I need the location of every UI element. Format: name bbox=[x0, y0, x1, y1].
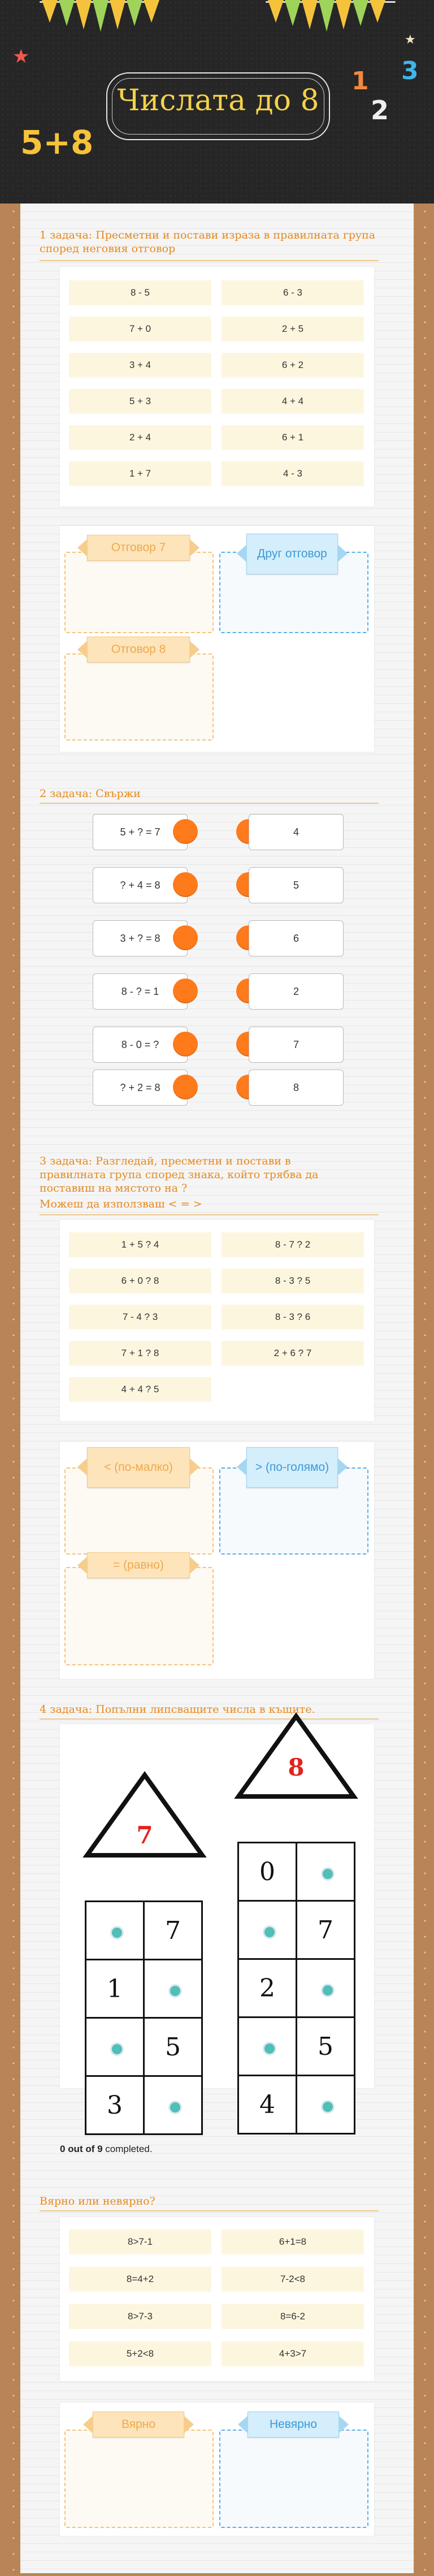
bunting-flag bbox=[42, 0, 58, 23]
drag-card[interactable]: 8 - 7 ? 2 bbox=[222, 1232, 364, 1257]
task2-title: 2 задача: Свържи bbox=[40, 787, 141, 800]
match-left-box[interactable]: 5 + ? = 7 bbox=[93, 814, 188, 850]
bunting-flag bbox=[127, 0, 142, 26]
group-label-false: Невярно bbox=[248, 2412, 339, 2438]
drag-card[interactable]: 2 + 6 ? 7 bbox=[222, 1341, 364, 1366]
decor-sum-text: 5+8 bbox=[20, 123, 94, 162]
star-icon: ★ bbox=[12, 45, 30, 68]
task3-card-panel bbox=[60, 1220, 374, 1421]
house-2-roof-number: 8 bbox=[288, 1754, 305, 1781]
decor-number-2: 2 bbox=[371, 95, 389, 125]
match-left-box[interactable]: ? + 4 = 8 bbox=[93, 867, 188, 903]
drag-card[interactable]: 8>7-3 bbox=[69, 2304, 211, 2329]
input-marker-icon bbox=[321, 1984, 335, 1997]
input-marker-icon bbox=[263, 1925, 276, 1939]
house-cell-input[interactable] bbox=[237, 1900, 297, 1960]
drag-card[interactable]: 7 + 0 bbox=[69, 317, 211, 341]
match-left-dot[interactable] bbox=[173, 819, 198, 844]
task2-divider bbox=[40, 803, 379, 804]
bunting-flag bbox=[59, 0, 75, 26]
input-marker-icon bbox=[263, 2042, 276, 2055]
house-cell: 7 bbox=[143, 1900, 203, 1960]
drag-card[interactable]: 3 + 4 bbox=[69, 353, 211, 378]
dropzone-answer-7[interactable] bbox=[64, 552, 214, 633]
header-chalkboard bbox=[0, 0, 434, 204]
drag-card[interactable]: 5+2<8 bbox=[69, 2341, 211, 2366]
house-cell: 1 bbox=[85, 1959, 145, 2019]
bunting-flag bbox=[319, 0, 335, 32]
drag-card[interactable]: 8 - 3 ? 5 bbox=[222, 1268, 364, 1293]
house-cell-input[interactable] bbox=[296, 1958, 355, 2018]
task3-groups-panel bbox=[60, 1441, 374, 1679]
group-label-equal: = (равно) bbox=[87, 1552, 190, 1578]
drag-card[interactable]: 6 + 0 ? 8 bbox=[69, 1268, 211, 1293]
group-label-less-than: < (по-малко) bbox=[87, 1447, 190, 1488]
input-marker-icon bbox=[110, 2042, 124, 2056]
house-cell-input[interactable] bbox=[143, 1959, 203, 2019]
drag-card[interactable]: 2 + 4 bbox=[69, 425, 211, 450]
drag-card[interactable]: 8=4+2 bbox=[69, 2267, 211, 2292]
house-cell: 2 bbox=[237, 1958, 297, 2018]
group-label-answer-7: Отговор 7 bbox=[87, 535, 190, 561]
drag-card[interactable]: 4+3>7 bbox=[222, 2341, 364, 2366]
bunting-flag bbox=[336, 0, 351, 29]
group-label-answer-8: Отговор 8 bbox=[87, 637, 190, 663]
house-cell-input[interactable] bbox=[85, 1900, 145, 1960]
match-left-box[interactable]: 3 + ? = 8 bbox=[93, 920, 188, 956]
decor-number-3: 3 bbox=[401, 57, 419, 85]
match-left-box[interactable]: 8 - 0 = ? bbox=[93, 1027, 188, 1063]
dropzone-false[interactable] bbox=[219, 2430, 368, 2528]
dropzone-equal[interactable] bbox=[64, 1567, 214, 1665]
input-marker-icon bbox=[321, 2100, 335, 2114]
bunting-flag bbox=[144, 0, 159, 23]
drag-card[interactable]: 7-2<8 bbox=[222, 2267, 364, 2292]
group-label-true: Вярно bbox=[93, 2412, 184, 2438]
drag-card[interactable]: 7 - 4 ? 3 bbox=[69, 1305, 211, 1330]
task4-title: 4 задача: Попълни липсващите числа в къщите. bbox=[40, 1703, 315, 1716]
task1-divider bbox=[40, 260, 379, 261]
bunting-flag bbox=[285, 0, 301, 26]
match-right-box[interactable]: 5 bbox=[249, 867, 344, 903]
drag-card[interactable]: 6 + 1 bbox=[222, 425, 364, 450]
house-cell-input[interactable] bbox=[296, 1842, 355, 1902]
drag-card[interactable]: 2 + 5 bbox=[222, 317, 364, 341]
star-icon: ★ bbox=[405, 33, 416, 47]
match-right-box[interactable]: 8 bbox=[249, 1070, 344, 1106]
task5-groups-panel bbox=[60, 2402, 374, 2536]
task3-divider bbox=[40, 1214, 379, 1215]
drag-card[interactable]: 8 - 3 ? 6 bbox=[222, 1305, 364, 1330]
match-right-box[interactable]: 6 bbox=[249, 920, 344, 956]
drag-card[interactable]: 5 + 3 bbox=[69, 389, 211, 414]
progress-status bbox=[60, 2144, 152, 2155]
match-right-box[interactable]: 2 bbox=[249, 973, 344, 1010]
drag-card[interactable]: 6 - 3 bbox=[222, 280, 364, 305]
task3-title: 3 задача: Разгледай, пресметни и постави в правилната група според знака, който трябва да поставиш на мястото на ? bbox=[40, 1155, 319, 1194]
match-left-box[interactable]: ? + 2 = 8 bbox=[93, 1070, 188, 1106]
bunting-flag bbox=[76, 0, 92, 29]
house-cell-input[interactable] bbox=[85, 2017, 145, 2077]
house-cell: 3 bbox=[85, 2075, 145, 2135]
task1-card-panel bbox=[60, 267, 374, 506]
bunting-flag bbox=[110, 0, 125, 29]
house-cell: 4 bbox=[237, 2075, 297, 2135]
page-title: Числата до 8 bbox=[117, 84, 319, 118]
input-marker-icon bbox=[321, 1867, 335, 1881]
house-cell-input[interactable] bbox=[143, 2075, 203, 2135]
match-left-dot[interactable] bbox=[173, 1075, 198, 1099]
task5-card-panel bbox=[60, 2217, 374, 2381]
match-left-box[interactable]: 8 - ? = 1 bbox=[93, 973, 188, 1010]
drag-card[interactable]: 8 - 5 bbox=[69, 280, 211, 305]
match-left-dot[interactable] bbox=[173, 1032, 198, 1057]
drag-card[interactable]: 1 + 7 bbox=[69, 461, 211, 486]
house-cell-input[interactable] bbox=[237, 2016, 297, 2076]
task1-groups-panel bbox=[60, 526, 374, 752]
bunting-flag bbox=[353, 0, 368, 26]
drag-card[interactable]: 4 + 4 ? 5 bbox=[69, 1377, 211, 1402]
house-cell: 5 bbox=[143, 2017, 203, 2077]
drag-card[interactable]: 4 + 4 bbox=[222, 389, 364, 414]
drag-card[interactable]: 8=6-2 bbox=[222, 2304, 364, 2329]
drag-card[interactable]: 6+1=8 bbox=[222, 2229, 364, 2254]
match-left-dot[interactable] bbox=[173, 925, 198, 950]
drag-card[interactable]: 1 + 5 ? 4 bbox=[69, 1232, 211, 1257]
bunting-flag bbox=[93, 0, 108, 32]
progress-suffix: completed. bbox=[105, 2144, 153, 2154]
decor-number-1: 1 bbox=[351, 67, 369, 96]
input-marker-icon bbox=[168, 2101, 182, 2114]
input-marker-icon bbox=[110, 1926, 124, 1939]
dropzone-true[interactable] bbox=[64, 2430, 214, 2528]
house-cell: 0 bbox=[237, 1842, 297, 1902]
drag-card[interactable]: 8>7-1 bbox=[69, 2229, 211, 2254]
task3-subtitle: Можеш да използваш < = > bbox=[40, 1198, 202, 1210]
house-cell-input[interactable] bbox=[296, 2075, 355, 2135]
dropzone-answer-8[interactable] bbox=[64, 653, 214, 741]
match-right-box[interactable]: 4 bbox=[249, 814, 344, 850]
house-cell: 7 bbox=[296, 1900, 355, 1960]
drag-card[interactable]: 7 + 1 ? 8 bbox=[69, 1341, 211, 1366]
drag-card[interactable]: 4 - 3 bbox=[222, 461, 364, 486]
bunting-flag bbox=[370, 0, 385, 23]
match-left-dot[interactable] bbox=[173, 979, 198, 1003]
drag-card[interactable]: 6 + 2 bbox=[222, 353, 364, 378]
progress-count: 0 out of 9 bbox=[60, 2144, 103, 2154]
task5-divider bbox=[40, 2210, 379, 2211]
task1-title: 1 задача: Пресметни и постави израза в правилната група според неговия отговор bbox=[40, 229, 376, 255]
house-1-roof-number: 7 bbox=[136, 1821, 153, 1849]
match-left-dot[interactable] bbox=[173, 872, 198, 897]
bunting-flag bbox=[268, 0, 284, 23]
group-label-greater-than: > (по-голямо) bbox=[246, 1447, 338, 1488]
task5-title: Вярно или невярно? bbox=[40, 2195, 155, 2207]
group-label-other-answer: Друг отговор bbox=[246, 534, 338, 574]
bunting-flag bbox=[302, 0, 318, 29]
match-right-box[interactable]: 7 bbox=[249, 1027, 344, 1063]
input-marker-icon bbox=[168, 1984, 182, 1998]
house-cell: 5 bbox=[296, 2016, 355, 2076]
